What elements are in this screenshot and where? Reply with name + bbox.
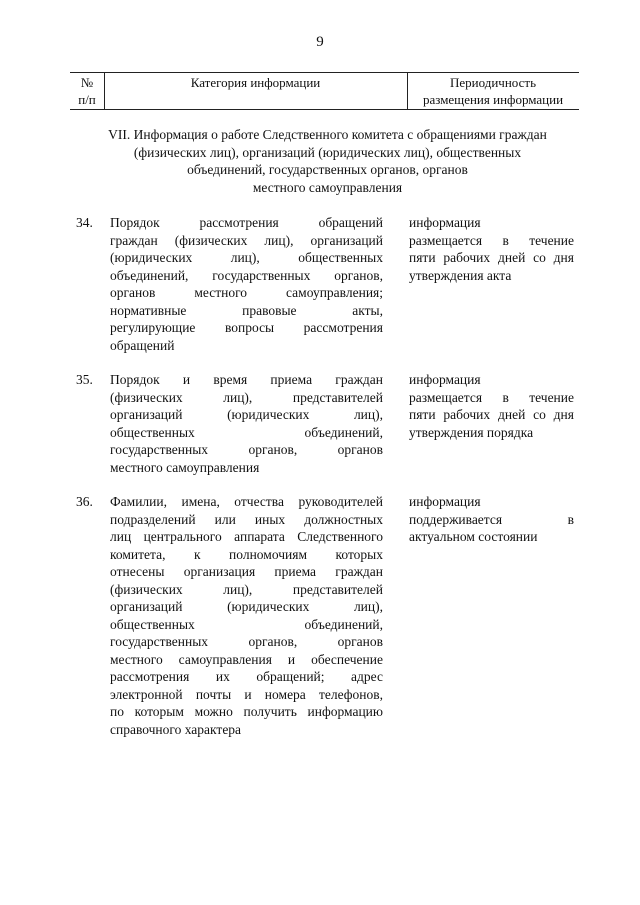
description-line: государственных органов, органов (110, 442, 383, 457)
description-line: организаций (юридических лиц), (110, 407, 383, 422)
description-line: комитета, к полномочиям которых (110, 546, 383, 562)
description-line: лиц центрального аппарата Следственного (110, 529, 383, 544)
description-line: местного самоуправления и обеспечение (110, 651, 383, 667)
section-title-line: объединений, государственных органов, органов (187, 162, 468, 177)
description-line: местного самоуправления (110, 459, 260, 475)
entry-periodicity (409, 371, 574, 441)
section-title (70, 126, 585, 196)
page-number: 9 (316, 34, 324, 50)
periodicity-line: размещается в течение (409, 232, 574, 248)
header-number-cell (70, 74, 104, 108)
entry-description (110, 214, 383, 354)
description-line: органов местного самоуправления; (110, 285, 383, 300)
header-periodicity-cell (407, 74, 579, 108)
entry-number: 34. (76, 215, 93, 230)
description-line: рассмотрения их обращений; адрес (110, 669, 383, 684)
description-line: электронной почты и номера телефонов, (110, 686, 383, 702)
description-line: граждан (физических лиц), организаций (110, 232, 383, 248)
description-line: общественных объединений, (110, 616, 383, 632)
periodicity-line: информация (409, 372, 481, 387)
periodicity-line: поддерживается в (409, 511, 574, 527)
description-line: отнесены организация приема граждан (110, 564, 383, 579)
section-title-line: VII. Информация о работе Следственного комитета с обращениями граждан (108, 127, 547, 142)
header-periodicity-line2: размещения информации (422, 92, 564, 107)
section-title-line: местного самоуправления (252, 179, 403, 195)
description-line: (юридических лиц), общественных (110, 250, 383, 265)
description-line: регулирующие вопросы рассмотрения (110, 320, 383, 335)
periodicity-line: утверждения порядка (409, 424, 534, 440)
entry-number: 35. (76, 372, 93, 387)
entry-periodicity (409, 214, 574, 284)
header-category: Категория информации (190, 75, 321, 90)
description-line: по которым можно получить информацию (110, 704, 383, 719)
description-line: подразделений или иных должностных (110, 511, 383, 527)
entry-periodicity (409, 493, 574, 546)
entry-description (110, 371, 383, 476)
description-line: Порядок рассмотрения обращений (110, 215, 383, 230)
entry-number: 36. (76, 494, 93, 509)
description-line: нормативные правовые акты, (110, 302, 383, 318)
entry-description (110, 493, 383, 738)
header-periodicity-line1: Периодичность (449, 75, 536, 90)
periodicity-line: актуальном состоянии (409, 529, 538, 544)
header-number-abbrev: п/п (78, 92, 96, 107)
description-line: общественных объединений, (110, 424, 383, 440)
periodicity-line: пяти рабочих дней со дня (409, 407, 574, 422)
description-line: государственных органов, органов (110, 634, 383, 649)
description-line: объединений, государственных органов, (110, 267, 383, 283)
description-line: Фамилии, имена, отчества руководителей (110, 494, 383, 509)
table-header (70, 72, 579, 110)
periodicity-line: информация (409, 494, 481, 509)
description-line: (физических лиц), представителей (110, 389, 383, 405)
section-title-line: (физических лиц), организаций (юридических лиц), общественных (133, 144, 522, 160)
periodicity-line: размещается в течение (409, 389, 574, 405)
description-line: обращений (110, 337, 175, 353)
header-number-symbol: № (80, 75, 94, 90)
description-line: справочного характера (110, 721, 242, 737)
periodicity-line: информация (409, 215, 481, 230)
description-line: (физических лиц), представителей (110, 581, 383, 597)
description-line: Порядок и время приема граждан (110, 372, 383, 387)
periodicity-line: утверждения акта (409, 267, 512, 283)
description-line: организаций (юридических лиц), (110, 599, 383, 614)
periodicity-line: пяти рабочих дней со дня (409, 250, 574, 265)
